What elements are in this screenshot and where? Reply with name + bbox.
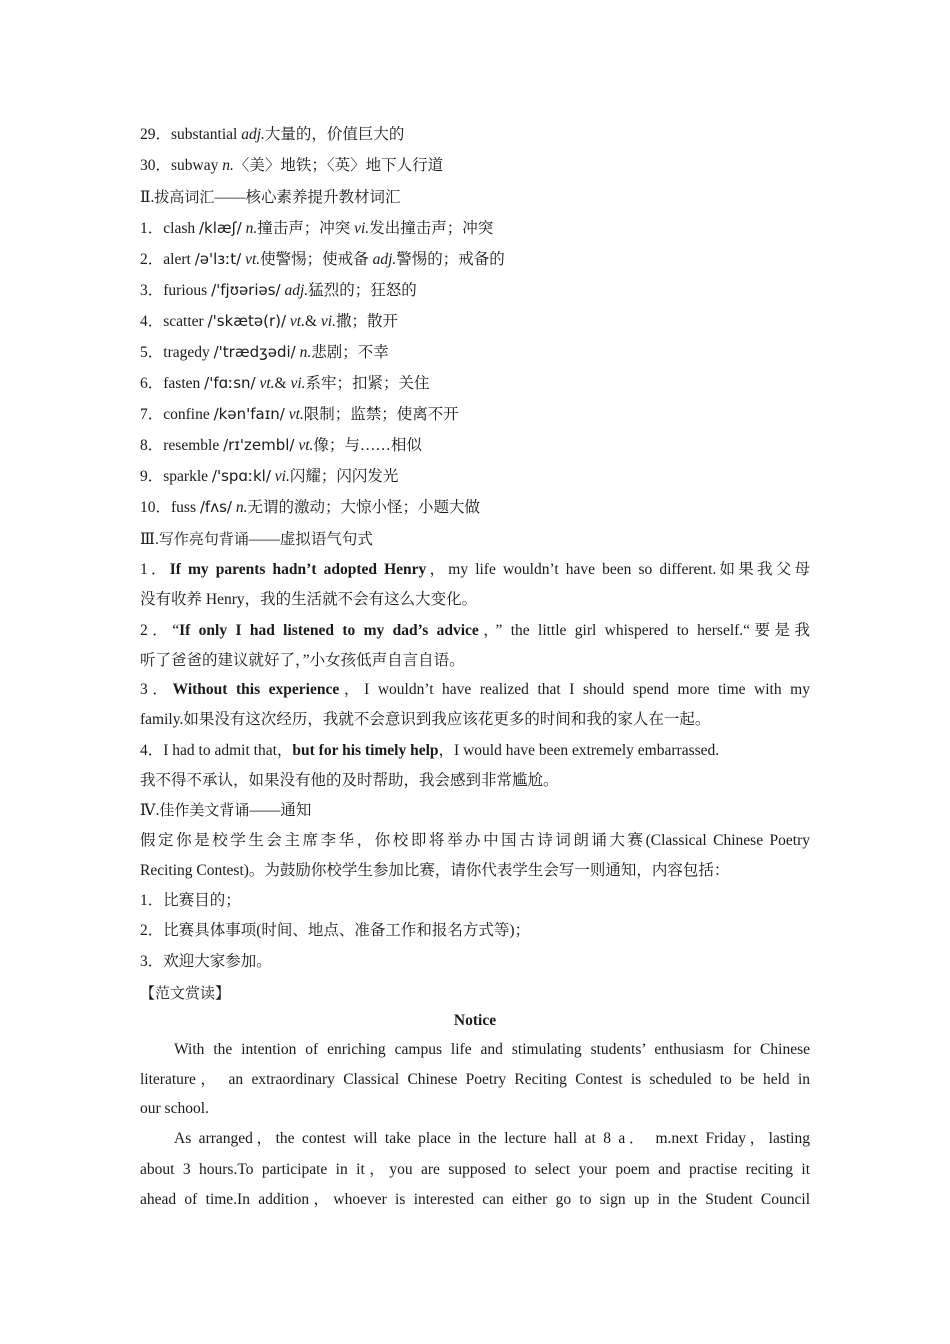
task-line-1: 假定你是校学生会主席李华，你校即将举办中国古诗词朗诵大赛(Classical Chinese Poetry [140,832,810,849]
sentence-2 [140,621,810,641]
section-roman: Ⅱ. [140,189,155,206]
definition: 大量的，价值巨大的 [264,126,405,143]
item-number: 2． [140,251,164,268]
essay-p1-line3: our school. [140,1100,209,1117]
section-roman: Ⅳ. [140,802,160,819]
sentence-1-cont: 没有收养 Henry，我的生活就不会有这么大变化。 [140,591,478,608]
part-of-speech: n. [231,499,248,516]
sentence-1 [140,560,810,580]
item-number: 4． [140,313,164,330]
phonetic: /rɪ'zembl/ [223,436,295,454]
essay-p2-line3: ahead of time.In addition，whoever is interested can either go to sign up in the Student Council [140,1191,810,1208]
item-number: 5． [140,344,164,361]
phonetic: /'fɑːsn/ [204,374,256,392]
vocab-word: confine [163,406,214,423]
section-title: 佳作美文背诵 [159,801,250,819]
sentence-text: ，my life wouldn’t have been so different.如果我父母 [426,561,810,578]
part-of-speech: n. [222,157,234,174]
part-of-speech: vi. [270,468,290,485]
section-title: 拔高词汇 [154,188,215,206]
definition: 猛烈的；狂怒的 [308,282,417,299]
vocab-item-29 [140,125,810,145]
definition: 限制；监禁；使离不开 [303,406,459,423]
sentence-text: ，” the little girl whispered to herself.“要是我 [478,622,810,639]
sentence-3 [140,680,810,700]
task-item-1: 1．比赛目的； [140,892,241,909]
vocab-word: fasten [163,375,205,392]
open-quote: “ [172,622,180,639]
highlight-phrase: Without this experience [172,681,340,698]
sentence-2-cont: 听了爸爸的建议就好了，”小女孩低声自言自语。 [140,652,465,669]
part-of-speech: adj. [372,251,397,268]
vocab-item-30 [140,156,810,176]
phonetic: /kən'faɪn/ [213,405,285,423]
definition: 悲剧；不幸 [311,344,389,361]
task-item-2: 2．比赛具体事项(时间、地点、准备工作和报名方式等)； [140,922,531,939]
phonetic: /ə'lɜːt/ [194,250,242,268]
vocab-word: clash [163,220,199,237]
vocab-word: sparkle [163,468,212,485]
vocab-word: furious [163,282,212,299]
section-heading-2 [140,187,810,208]
section-dash: —— [249,802,281,819]
sentence-text: ，I would have been extremely embarrassed. [438,742,720,759]
essay-title: Notice [453,1012,497,1029]
phonetic: /fʌs/ [199,498,232,516]
phonetic: /'skætə(r)/ [207,312,287,330]
section-subtitle: 通知 [280,802,312,819]
item-number: 1． [140,561,170,578]
part-of-speech: adj. [241,126,265,143]
vocab-word: substantial [171,126,242,143]
highlight-phrase: but for his timely help [292,742,439,759]
phonetic: /'trædʒədi/ [213,343,296,361]
part-of-speech: vt. [255,375,275,392]
vocab-word: fuss [171,499,200,516]
essay-p1-line1: With the intention of enriching campus life and stimulating students’ enthusiasm for Chinese [174,1041,810,1058]
part-of-speech: vt. [286,313,305,330]
phonetic: /'spɑːkl/ [211,467,271,485]
part-of-speech: vi. [354,220,370,237]
definition: 撞击声；冲突 [257,220,355,237]
phonetic: /'fjʊəriəs/ [211,281,281,299]
vocab-item-tragedy [140,342,810,363]
definition: 发出撞击声；冲突 [369,220,494,237]
item-number: 29． [140,126,172,143]
task-item-3: 3．欢迎大家参加。 [140,953,272,970]
vocab-item-alert [140,249,810,270]
conjunction: & [274,375,291,392]
sentence-4-cont: 我不得不承认，如果没有他的及时帮助，我会感到非常尴尬。 [140,772,559,789]
essay-p1-line2: literature， an extraordinary Classical Chinese Poetry Reciting Contest is scheduled to be held in [140,1071,810,1088]
part-of-speech: n. [241,220,258,237]
definition: 无谓的激动；大惊小怪；小题大做 [247,499,480,516]
item-number: 2． [140,622,173,639]
highlight-phrase: If only I had listened to my dad’s advice [179,622,479,639]
vocab-item-fuss [140,497,810,518]
definition: 〈美〉地铁；〈英〉地下人行道 [233,157,444,174]
definition: 系牢；扣紧；关住 [305,375,430,392]
part-of-speech: vt. [241,251,261,268]
sentence-text: I had to admit that， [163,742,293,759]
vocab-item-fasten [140,373,810,394]
section-heading-3 [140,529,810,550]
section-heading-4 [140,800,810,821]
definition: 撒；散开 [335,313,398,330]
item-number: 6． [140,375,164,392]
part-of-speech: vi. [320,313,336,330]
definition: 警惕的；戒备的 [396,251,505,268]
vocab-item-resemble [140,435,810,456]
sentence-4 [140,741,810,761]
item-number: 4． [140,742,164,759]
part-of-speech: adj. [280,282,309,299]
part-of-speech: n. [295,344,312,361]
sentence-3-cont: family.如果没有这次经历，我就不会意识到我应该花更多的时间和我的家人在一起。 [140,711,711,728]
item-number: 3． [140,681,173,698]
section-dash: —— [248,531,280,548]
sentence-text: ，I wouldn’t have realized that I should spend more time with my [339,681,810,698]
vocab-item-furious [140,280,810,301]
part-of-speech: vi. [290,375,306,392]
task-line-2: Reciting Contest)。为鼓励你校学生参加比赛，请你代表学生会写一则通知，内容包括： [140,862,730,879]
essay-p2-line2: about 3 hours.To participate in it，you are supposed to select your poem and practise reciting it [140,1161,810,1178]
section-roman: Ⅲ. [140,531,159,548]
vocab-word: alert [163,251,195,268]
definition: 像；与……相似 [313,437,422,454]
definition: 闪耀；闪闪发光 [289,468,399,485]
section-dash: —— [214,189,246,206]
section-title: 写作亮句背诵 [158,530,249,548]
item-number: 8． [140,437,164,454]
definition: 使警惕；使戒备 [260,251,373,268]
phonetic: /klæʃ/ [199,219,242,237]
vocab-item-sparkle [140,466,810,487]
vocab-item-scatter [140,311,810,332]
vocab-word: tragedy [163,344,214,361]
item-number: 1． [140,220,164,237]
vocab-word: resemble [163,437,224,454]
conjunction: & [304,313,321,330]
vocab-word: subway [171,157,223,174]
item-number: 7． [140,406,164,423]
part-of-speech: vt. [284,406,304,423]
appreciation-label: 【范文赏读】 [140,984,231,1002]
essay-p2-line1: As arranged，the contest will take place in the lecture hall at 8 a． m.next Friday，lasting [174,1130,810,1147]
vocab-item-confine [140,404,810,425]
vocab-word: scatter [163,313,208,330]
item-number: 3． [140,282,164,299]
section-subtitle: 核心素养提升教材词汇 [245,189,401,206]
highlight-phrase: If my parents hadn’t adopted Henry [169,561,427,578]
item-number: 10． [140,499,172,516]
item-number: 30． [140,157,172,174]
vocab-item-clash [140,218,810,239]
section-subtitle: 虚拟语气句式 [279,531,373,548]
part-of-speech: vt. [294,437,314,454]
item-number: 9． [140,468,164,485]
